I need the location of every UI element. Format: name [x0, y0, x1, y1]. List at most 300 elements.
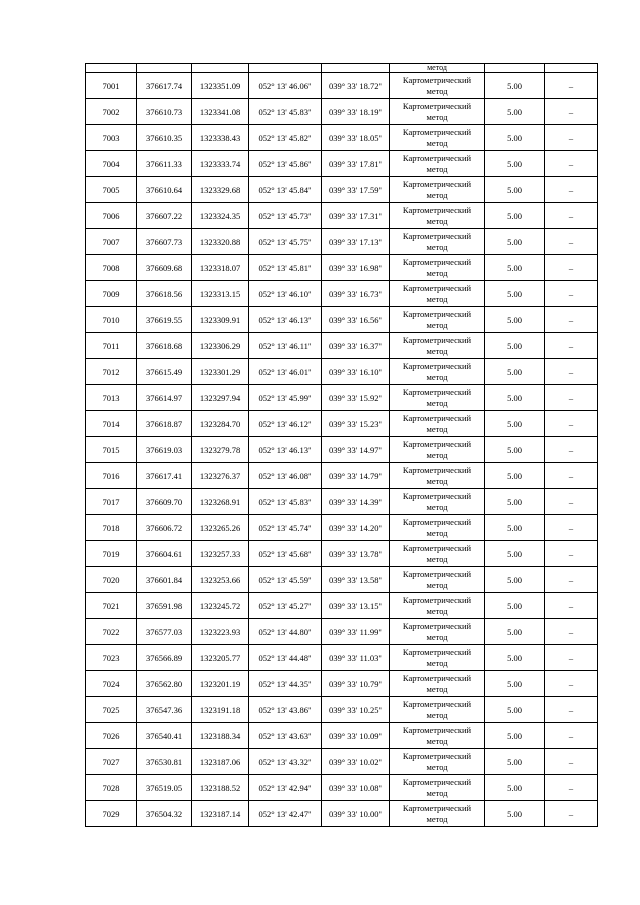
- cell-dash: –: [545, 671, 598, 697]
- cell-dash: –: [545, 125, 598, 151]
- cell-empty: [485, 64, 545, 73]
- cell-method: [390, 307, 485, 333]
- method-line-1: Картометрический: [402, 230, 472, 241]
- cell-accuracy: 5.00: [485, 723, 545, 749]
- cell-accuracy: 5.00: [485, 593, 545, 619]
- cell-point-number: 7002: [86, 99, 137, 125]
- cell-longitude: 039° 33' 15.92": [322, 385, 390, 411]
- method-line-1: Картометрический: [402, 802, 472, 813]
- cell-latitude: 052° 13' 45.82": [249, 125, 322, 151]
- cell-dash: –: [545, 281, 598, 307]
- cell-point-number: 7027: [86, 749, 137, 775]
- cell-dash: –: [545, 359, 598, 385]
- cell-point-number: 7003: [86, 125, 137, 151]
- cell-y-coordinate: 1323187.14: [192, 801, 249, 827]
- cell-point-number: 7001: [86, 73, 137, 99]
- table-row: [86, 723, 598, 749]
- cell-point-number: 7029: [86, 801, 137, 827]
- table-row: [86, 229, 598, 255]
- cell-longitude: 039° 33' 17.81": [322, 151, 390, 177]
- cell-point-number: 7004: [86, 151, 137, 177]
- cell-dash: –: [545, 515, 598, 541]
- cell-latitude: 052° 13' 43.63": [249, 723, 322, 749]
- method-line-1: Картометрический: [402, 334, 472, 345]
- method-line-2: метод: [426, 475, 448, 486]
- method-line-1: Картометрический: [402, 620, 472, 631]
- cell-method: [390, 73, 485, 99]
- cell-point-number: 7012: [86, 359, 137, 385]
- method-line-1: Картометрический: [402, 698, 472, 709]
- cell-dash: –: [545, 229, 598, 255]
- cell-longitude: 039° 33' 10.79": [322, 671, 390, 697]
- cell-longitude: 039° 33' 14.97": [322, 437, 390, 463]
- cell-empty: [137, 64, 192, 73]
- cell-accuracy: 5.00: [485, 229, 545, 255]
- method-line-2: метод: [426, 761, 448, 772]
- cell-point-number: 7006: [86, 203, 137, 229]
- cell-empty: [249, 64, 322, 73]
- cell-y-coordinate: 1323245.72: [192, 593, 249, 619]
- method-line-1: Картометрический: [402, 126, 472, 137]
- cell-latitude: 052° 13' 46.12": [249, 411, 322, 437]
- table-body: [86, 64, 598, 827]
- cell-dash: –: [545, 203, 598, 229]
- method-line-2: метод: [426, 605, 448, 616]
- cell-accuracy: 5.00: [485, 385, 545, 411]
- cell-longitude: 039° 33' 16.56": [322, 307, 390, 333]
- cell-x-coordinate: 376619.03: [137, 437, 192, 463]
- method-line-2: метод: [426, 553, 448, 564]
- cell-dash: –: [545, 567, 598, 593]
- cell-dash: –: [545, 619, 598, 645]
- cell-latitude: 052° 13' 44.35": [249, 671, 322, 697]
- cell-method: [390, 333, 485, 359]
- method-line-2: метод: [426, 163, 448, 174]
- method-line-1: Картометрический: [402, 100, 472, 111]
- table-row: [86, 749, 598, 775]
- cell-y-coordinate: 1323313.15: [192, 281, 249, 307]
- table-row: [86, 619, 598, 645]
- cell-longitude: 039° 33' 10.02": [322, 749, 390, 775]
- cell-method: [390, 281, 485, 307]
- method-line-2: метод: [426, 813, 448, 824]
- table-row: [86, 463, 598, 489]
- method-line-2: метод: [426, 319, 448, 330]
- cell-x-coordinate: 376615.49: [137, 359, 192, 385]
- cell-method: [390, 541, 485, 567]
- cell-latitude: 052° 13' 45.84": [249, 177, 322, 203]
- cell-longitude: 039° 33' 10.00": [322, 801, 390, 827]
- cell-y-coordinate: 1323191.18: [192, 697, 249, 723]
- table-row: [86, 151, 598, 177]
- cell-y-coordinate: 1323188.52: [192, 775, 249, 801]
- cell-x-coordinate: 376619.55: [137, 307, 192, 333]
- cell-method: [390, 593, 485, 619]
- cell-x-coordinate: 376618.56: [137, 281, 192, 307]
- cell-accuracy: 5.00: [485, 567, 545, 593]
- cell-latitude: 052° 13' 46.13": [249, 437, 322, 463]
- cell-method: [390, 359, 485, 385]
- cell-longitude: 039° 33' 17.13": [322, 229, 390, 255]
- method-line-1: Картометрический: [402, 646, 472, 657]
- cell-x-coordinate: 376577.03: [137, 619, 192, 645]
- method-line-2: метод: [426, 787, 448, 798]
- cell-accuracy: 5.00: [485, 203, 545, 229]
- cell-y-coordinate: 1323253.66: [192, 567, 249, 593]
- method-line-2: метод: [426, 85, 448, 96]
- cell-y-coordinate: 1323318.07: [192, 255, 249, 281]
- cell-accuracy: 5.00: [485, 151, 545, 177]
- cell-dash: –: [545, 385, 598, 411]
- cell-x-coordinate: 376540.41: [137, 723, 192, 749]
- cell-accuracy: 5.00: [485, 281, 545, 307]
- cell-latitude: 052° 13' 46.13": [249, 307, 322, 333]
- cell-dash: –: [545, 489, 598, 515]
- cell-accuracy: 5.00: [485, 775, 545, 801]
- method-line-2: метод: [426, 527, 448, 538]
- cell-accuracy: 5.00: [485, 437, 545, 463]
- cell-method: [390, 697, 485, 723]
- cell-dash: –: [545, 437, 598, 463]
- method-line-2: метод: [426, 137, 448, 148]
- cell-x-coordinate: 376617.74: [137, 73, 192, 99]
- cell-point-number: 7007: [86, 229, 137, 255]
- method-line-2: метод: [426, 735, 448, 746]
- cell-y-coordinate: 1323187.06: [192, 749, 249, 775]
- cell-dash: –: [545, 645, 598, 671]
- cell-accuracy: 5.00: [485, 307, 545, 333]
- cell-longitude: 039° 33' 16.73": [322, 281, 390, 307]
- cell-longitude: 039° 33' 11.03": [322, 645, 390, 671]
- table-row: [86, 411, 598, 437]
- cell-method: [390, 723, 485, 749]
- table-continuation-row: [86, 64, 598, 73]
- table-row: [86, 281, 598, 307]
- cell-latitude: 052° 13' 45.73": [249, 203, 322, 229]
- method-line-1: Картометрический: [402, 568, 472, 579]
- cell-longitude: 039° 33' 13.78": [322, 541, 390, 567]
- table-row: [86, 73, 598, 99]
- cell-y-coordinate: 1323351.09: [192, 73, 249, 99]
- cell-accuracy: 5.00: [485, 489, 545, 515]
- cell-y-coordinate: 1323205.77: [192, 645, 249, 671]
- cell-method: [390, 645, 485, 671]
- method-line-2: метод: [426, 501, 448, 512]
- cell-point-number: 7016: [86, 463, 137, 489]
- cell-x-coordinate: 376609.68: [137, 255, 192, 281]
- cell-longitude: 039° 33' 18.72": [322, 73, 390, 99]
- cell-dash: –: [545, 255, 598, 281]
- cell-longitude: 039° 33' 10.08": [322, 775, 390, 801]
- table-row: [86, 99, 598, 125]
- method-line-1: Картометрический: [402, 750, 472, 761]
- cell-longitude: 039° 33' 18.05": [322, 125, 390, 151]
- cell-latitude: 052° 13' 45.81": [249, 255, 322, 281]
- cell-y-coordinate: 1323341.08: [192, 99, 249, 125]
- method-line-2: метод: [426, 293, 448, 304]
- cell-method: [390, 463, 485, 489]
- cell-method: [390, 125, 485, 151]
- table-row: [86, 489, 598, 515]
- cell-method: [390, 749, 485, 775]
- cell-x-coordinate: 376618.87: [137, 411, 192, 437]
- method-line-2: метод: [426, 397, 448, 408]
- method-line-2: метод: [426, 241, 448, 252]
- cell-x-coordinate: 376604.61: [137, 541, 192, 567]
- cell-method: [390, 437, 485, 463]
- cell-point-number: 7021: [86, 593, 137, 619]
- cell-point-number: 7020: [86, 567, 137, 593]
- cell-point-number: 7026: [86, 723, 137, 749]
- cell-y-coordinate: 1323329.68: [192, 177, 249, 203]
- method-line-1: Картометрический: [402, 74, 472, 85]
- method-line-1: Картометрический: [402, 438, 472, 449]
- cell-accuracy: 5.00: [485, 99, 545, 125]
- coordinates-table: [85, 63, 598, 827]
- cell-y-coordinate: 1323223.93: [192, 619, 249, 645]
- cell-accuracy: 5.00: [485, 359, 545, 385]
- method-line-2: метод: [426, 631, 448, 642]
- cell-dash: –: [545, 99, 598, 125]
- cell-dash: –: [545, 697, 598, 723]
- cell-empty: [86, 64, 137, 73]
- cell-accuracy: 5.00: [485, 671, 545, 697]
- cell-y-coordinate: 1323276.37: [192, 463, 249, 489]
- cell-method: [390, 489, 485, 515]
- cell-y-coordinate: 1323301.29: [192, 359, 249, 385]
- method-line-2: метод: [426, 111, 448, 122]
- table-row: [86, 775, 598, 801]
- cell-accuracy: 5.00: [485, 697, 545, 723]
- cell-accuracy: 5.00: [485, 801, 545, 827]
- cell-longitude: 039° 33' 16.98": [322, 255, 390, 281]
- cell-dash: –: [545, 593, 598, 619]
- cell-dash: –: [545, 73, 598, 99]
- cell-x-coordinate: 376504.32: [137, 801, 192, 827]
- cell-accuracy: 5.00: [485, 177, 545, 203]
- cell-point-number: 7018: [86, 515, 137, 541]
- method-line-1: Картометрический: [402, 386, 472, 397]
- method-line-1: Картометрический: [402, 516, 472, 527]
- cell-y-coordinate: 1323297.94: [192, 385, 249, 411]
- method-line-2: метод: [426, 215, 448, 226]
- method-line-2: метод: [426, 423, 448, 434]
- cell-dash: –: [545, 307, 598, 333]
- cell-method: [390, 229, 485, 255]
- cell-method: [390, 255, 485, 281]
- cell-x-coordinate: 376566.89: [137, 645, 192, 671]
- cell-latitude: 052° 13' 45.99": [249, 385, 322, 411]
- cell-y-coordinate: 1323265.26: [192, 515, 249, 541]
- cell-x-coordinate: 376610.64: [137, 177, 192, 203]
- cell-latitude: 052° 13' 45.27": [249, 593, 322, 619]
- cell-x-coordinate: 376610.35: [137, 125, 192, 151]
- cell-x-coordinate: 376591.98: [137, 593, 192, 619]
- cell-point-number: 7015: [86, 437, 137, 463]
- cell-longitude: 039° 33' 14.20": [322, 515, 390, 541]
- method-line-1: Картометрический: [402, 724, 472, 735]
- table-row: [86, 125, 598, 151]
- cell-y-coordinate: 1323338.43: [192, 125, 249, 151]
- method-line-2: метод: [426, 579, 448, 590]
- cell-y-coordinate: 1323201.19: [192, 671, 249, 697]
- cell-point-number: 7008: [86, 255, 137, 281]
- cell-accuracy: 5.00: [485, 73, 545, 99]
- cell-method: [390, 99, 485, 125]
- cell-latitude: 052° 13' 45.68": [249, 541, 322, 567]
- cell-accuracy: 5.00: [485, 411, 545, 437]
- cell-point-number: 7024: [86, 671, 137, 697]
- method-line-2: метод: [426, 345, 448, 356]
- method-line-1: Картометрический: [402, 672, 472, 683]
- cell-accuracy: 5.00: [485, 541, 545, 567]
- cell-y-coordinate: 1323268.91: [192, 489, 249, 515]
- cell-method: [390, 619, 485, 645]
- cell-method: [390, 411, 485, 437]
- method-line-2: метод: [426, 371, 448, 382]
- cell-latitude: 052° 13' 45.75": [249, 229, 322, 255]
- cell-x-coordinate: 376530.81: [137, 749, 192, 775]
- method-line-1: Картометрический: [402, 464, 472, 475]
- table-row: [86, 437, 598, 463]
- cell-y-coordinate: 1323324.35: [192, 203, 249, 229]
- cell-y-coordinate: 1323188.34: [192, 723, 249, 749]
- cell-method-tail: метод: [390, 64, 485, 73]
- table-row: [86, 177, 598, 203]
- cell-latitude: 052° 13' 46.06": [249, 73, 322, 99]
- method-line-1: Картометрический: [402, 152, 472, 163]
- cell-latitude: 052° 13' 44.80": [249, 619, 322, 645]
- cell-point-number: 7023: [86, 645, 137, 671]
- cell-accuracy: 5.00: [485, 333, 545, 359]
- cell-longitude: 039° 33' 14.79": [322, 463, 390, 489]
- cell-latitude: 052° 13' 45.86": [249, 151, 322, 177]
- cell-point-number: 7017: [86, 489, 137, 515]
- cell-dash: –: [545, 801, 598, 827]
- method-line-1: Картометрический: [402, 282, 472, 293]
- cell-point-number: 7028: [86, 775, 137, 801]
- cell-empty: [192, 64, 249, 73]
- cell-x-coordinate: 376606.72: [137, 515, 192, 541]
- cell-latitude: 052° 13' 46.01": [249, 359, 322, 385]
- cell-latitude: 052° 13' 46.08": [249, 463, 322, 489]
- table-row: [86, 515, 598, 541]
- table-row: [86, 359, 598, 385]
- cell-x-coordinate: 376618.68: [137, 333, 192, 359]
- cell-dash: –: [545, 463, 598, 489]
- table-row: [86, 801, 598, 827]
- table-row: [86, 307, 598, 333]
- cell-empty: [322, 64, 390, 73]
- table-row: [86, 255, 598, 281]
- cell-longitude: 039° 33' 10.09": [322, 723, 390, 749]
- cell-latitude: 052° 13' 43.86": [249, 697, 322, 723]
- method-line-1: Картометрический: [402, 178, 472, 189]
- cell-x-coordinate: 376607.22: [137, 203, 192, 229]
- cell-accuracy: 5.00: [485, 125, 545, 151]
- cell-longitude: 039° 33' 16.10": [322, 359, 390, 385]
- table-row: [86, 333, 598, 359]
- cell-method: [390, 177, 485, 203]
- cell-latitude: 052° 13' 45.59": [249, 567, 322, 593]
- table-row: [86, 697, 598, 723]
- method-line-2: метод: [426, 267, 448, 278]
- cell-x-coordinate: 376519.05: [137, 775, 192, 801]
- cell-dash: –: [545, 411, 598, 437]
- method-line-1: Картометрический: [402, 542, 472, 553]
- cell-dash: –: [545, 541, 598, 567]
- cell-x-coordinate: 376617.41: [137, 463, 192, 489]
- table-row: [86, 203, 598, 229]
- cell-latitude: 052° 13' 44.48": [249, 645, 322, 671]
- cell-method: [390, 671, 485, 697]
- cell-point-number: 7014: [86, 411, 137, 437]
- table-row: [86, 567, 598, 593]
- cell-accuracy: 5.00: [485, 749, 545, 775]
- cell-latitude: 052° 13' 43.32": [249, 749, 322, 775]
- cell-latitude: 052° 13' 46.10": [249, 281, 322, 307]
- cell-point-number: 7005: [86, 177, 137, 203]
- cell-latitude: 052° 13' 45.83": [249, 99, 322, 125]
- method-line-2: метод: [426, 709, 448, 720]
- cell-latitude: 052° 13' 45.83": [249, 489, 322, 515]
- method-line-2: метод: [426, 449, 448, 460]
- cell-method: [390, 151, 485, 177]
- cell-longitude: 039° 33' 17.59": [322, 177, 390, 203]
- cell-accuracy: 5.00: [485, 645, 545, 671]
- table-row: [86, 593, 598, 619]
- method-line-1: Картометрический: [402, 412, 472, 423]
- cell-method: [390, 515, 485, 541]
- cell-latitude: 052° 13' 45.74": [249, 515, 322, 541]
- method-line-2: метод: [426, 657, 448, 668]
- cell-y-coordinate: 1323279.78: [192, 437, 249, 463]
- cell-method: [390, 775, 485, 801]
- cell-longitude: 039° 33' 11.99": [322, 619, 390, 645]
- cell-x-coordinate: 376610.73: [137, 99, 192, 125]
- cell-method: [390, 203, 485, 229]
- cell-latitude: 052° 13' 42.47": [249, 801, 322, 827]
- method-line-2: метод: [426, 189, 448, 200]
- method-line-1: Картометрический: [402, 776, 472, 787]
- cell-y-coordinate: 1323257.33: [192, 541, 249, 567]
- table-row: [86, 541, 598, 567]
- cell-y-coordinate: 1323309.91: [192, 307, 249, 333]
- cell-longitude: 039° 33' 10.25": [322, 697, 390, 723]
- cell-dash: –: [545, 749, 598, 775]
- cell-x-coordinate: 376607.73: [137, 229, 192, 255]
- cell-dash: –: [545, 333, 598, 359]
- cell-point-number: 7011: [86, 333, 137, 359]
- table-row: [86, 385, 598, 411]
- cell-dash: –: [545, 723, 598, 749]
- cell-point-number: 7019: [86, 541, 137, 567]
- method-line-1: Картометрический: [402, 308, 472, 319]
- cell-y-coordinate: 1323320.88: [192, 229, 249, 255]
- cell-latitude: 052° 13' 46.11": [249, 333, 322, 359]
- cell-longitude: 039° 33' 13.58": [322, 567, 390, 593]
- cell-point-number: 7025: [86, 697, 137, 723]
- table-row: [86, 671, 598, 697]
- cell-point-number: 7022: [86, 619, 137, 645]
- cell-x-coordinate: 376601.84: [137, 567, 192, 593]
- method-line-2: метод: [426, 683, 448, 694]
- cell-longitude: 039° 33' 17.31": [322, 203, 390, 229]
- table-row: [86, 645, 598, 671]
- cell-empty: [545, 64, 598, 73]
- cell-y-coordinate: 1323333.74: [192, 151, 249, 177]
- cell-accuracy: 5.00: [485, 463, 545, 489]
